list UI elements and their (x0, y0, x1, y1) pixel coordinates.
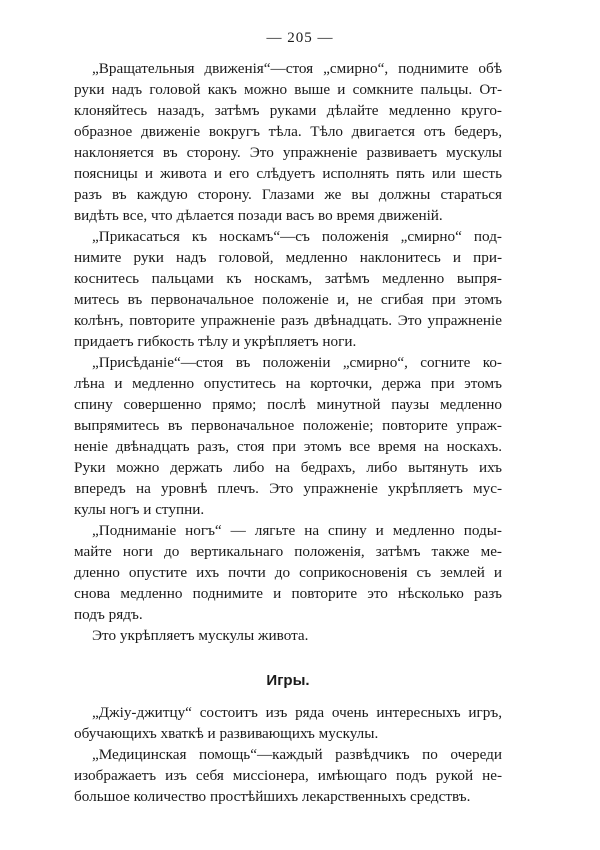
text-line: придаетъ гибкость тѣлу и укрѣпляетъ ноги. (74, 333, 357, 350)
text-line: „Подниманіе ногъ“ — лягьте на спину и медленно поды- (92, 522, 502, 539)
text-line: поясницы и живота и его слѣдуетъ исполнять пять или шесть (74, 165, 502, 182)
text-line: майте ноги до вертикальнаго положенія, затѣмъ также ме- (74, 543, 502, 560)
paragraph (74, 352, 502, 520)
text-line: кулы ногъ и ступни. (74, 501, 205, 518)
text-line: коснитесь пальцами къ носкамъ, затѣмъ медленно выпря- (74, 270, 502, 287)
paragraph (74, 226, 502, 352)
paragraph (74, 702, 502, 744)
text-line: видѣть все, что дѣлается позади васъ во время движеній. (74, 207, 443, 224)
text-line: изображаетъ изъ себя миссіонера, имѣющаго подъ рукой не- (74, 767, 502, 784)
text-line: „Присѣданіе“—стоя въ положеніи „смирно“, согните ко- (92, 354, 502, 371)
text-line: „Джіу-джитцу“ состоитъ изъ ряда очень интересныхъ игръ, (92, 704, 502, 721)
paragraph (74, 625, 502, 646)
text-line: колѣнъ, повторите упражненіе разъ двѣнадцать. Это упражненіе (74, 312, 502, 329)
text-line: обучающихъ хваткѣ и развивающихъ мускулы. (74, 725, 379, 742)
text-line: снова медленно поднимите и повторите это нѣсколько разъ (74, 585, 502, 602)
text-line: большое количество простѣйшихъ лекарственныхъ средствъ. (74, 788, 471, 805)
text-line: выпрямитесь въ первоначальное положеніе; повторите упраж- (74, 417, 502, 434)
text-line: Это укрѣпляетъ мускулы живота. (92, 627, 309, 644)
text-line: подъ рядъ. (74, 606, 143, 623)
text-line: руки надъ головой какъ можно выше и сомкните пальцы. От- (74, 81, 502, 98)
text-line: разъ въ каждую сторону. Глазами же вы должны стараться (74, 186, 502, 203)
text-line: впередъ на уровнѣ плечъ. Это упражненіе укрѣпляетъ мус- (74, 480, 502, 497)
text-line: „Медицинская помощь“—каждый развѣдчикъ по очереди (92, 746, 502, 763)
paragraphs-before-heading (74, 58, 502, 646)
text-line: спину совершенно прямо; послѣ минутной паузы медленно (74, 396, 502, 413)
text-line: дленно опустите ихъ почти до соприкосновенія съ землей и (74, 564, 502, 581)
text-line: „Вращательныя движенія“—стоя „смирно“, поднимите обѣ (92, 60, 502, 77)
paragraphs-after-heading (74, 702, 502, 807)
text-line: нимите руки надъ головой, медленно наклонитесь и при- (74, 249, 502, 266)
page-text (74, 58, 502, 807)
text-line: образное движеніе вокругъ тѣла. Тѣло двигается отъ бедеръ, (74, 123, 502, 140)
paragraph (74, 744, 502, 807)
text-line: клоняйтесь назадъ, затѣмъ руками дѣлайте медленно круго- (74, 102, 502, 119)
text-line: митесь въ первоначальное положеніе и, не сгибая при этомъ (74, 291, 502, 308)
section-heading: Игры. (266, 672, 310, 689)
page-number: — 205 — (266, 30, 334, 46)
text-line: „Прикасаться къ носкамъ“—съ положенія „смирно“ под- (92, 228, 502, 245)
text-line: лѣна и медленно опуститесь на корточки, держа при этомъ (74, 375, 502, 392)
text-line: Руки можно держать либо на бедрахъ, либо вытянуть ихъ (74, 459, 502, 476)
text-line: наклоняется въ сторону. Это упражненіе развиваетъ мускулы (74, 144, 502, 161)
paragraph (74, 520, 502, 625)
text-line: неніе двѣнадцать разъ, стоя при этомъ все время на носкахъ. (74, 438, 502, 455)
paragraph (74, 58, 502, 226)
